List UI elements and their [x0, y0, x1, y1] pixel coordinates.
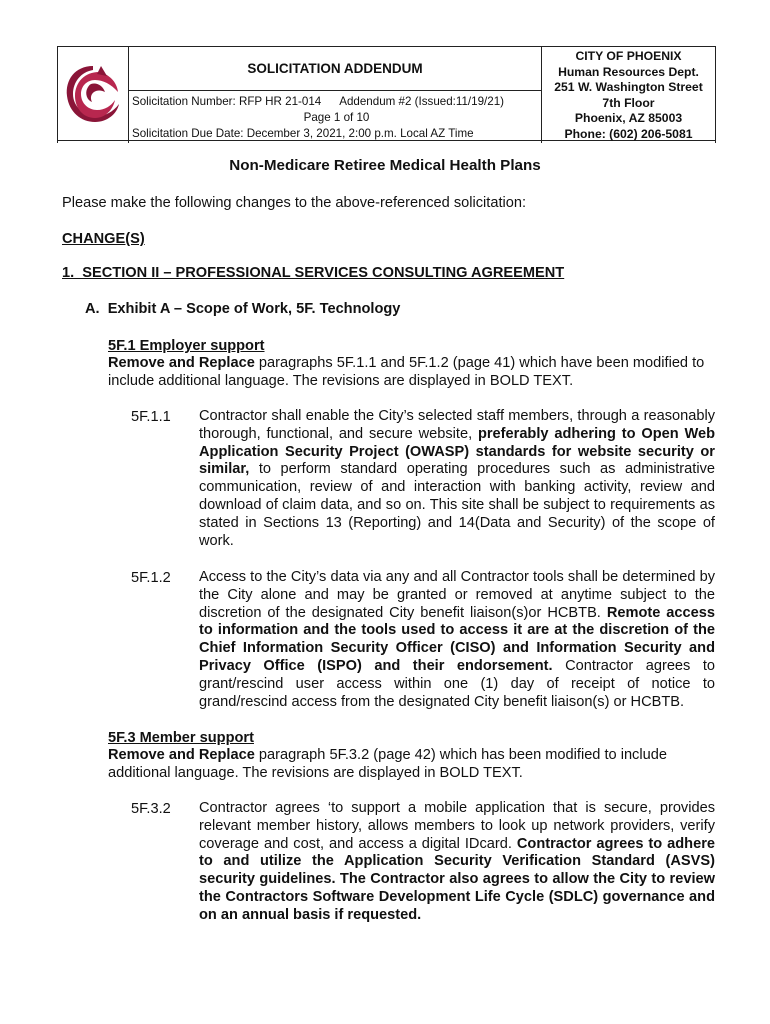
changes-heading: CHANGE(S) [62, 231, 145, 247]
5f32-text-a: Contractor agrees ‘to support a mobile application that is secure, provides relevant member history, allows members to look up network providers, verify coverage and cost, and access a digital IDcard. [199, 800, 715, 852]
section-1-heading [62, 265, 564, 283]
5f1-lead [108, 355, 715, 391]
5f11-number: 5F.1.1 [131, 409, 171, 425]
5f12-number: 5F.1.2 [131, 570, 171, 586]
floor: 7th Floor [602, 95, 655, 110]
header-table [57, 46, 716, 141]
section-a-heading: A. Exhibit A – Scope of Work, 5F. Technology [85, 301, 401, 317]
5f12-text-bold: Remote access to information and the tools used to access it are at the discretion of the Chief Information Security Officer (CISO) and Information Security and Privacy Office (ISPO) and their endorsement. [199, 604, 716, 674]
document-title: Non-Medicare Retiree Medical Health Plans [229, 157, 541, 174]
due-date: Solicitation Due Date: December 3, 2021, 2:00 p.m. Local AZ Time [132, 127, 474, 140]
5f1-heading: 5F.1 Employer support [108, 338, 265, 354]
5f3-heading: 5F.3 Member support [108, 730, 254, 746]
5f32-number: 5F.3.2 [131, 801, 171, 817]
street: 251 W. Washington Street [554, 80, 703, 95]
5f12-paragraph [199, 569, 715, 711]
intro-text: Please make the following changes to the above-referenced solicitation: [62, 195, 527, 211]
5f32-paragraph [199, 800, 715, 925]
addendum-issued: Addendum #2 (Issued:11/19/21) [339, 95, 505, 108]
5f1-lead-text: paragraphs 5F.1.1 and 5F.1.2 (page 41) which have been modified to include additional language. The revisions are displayed in BOLD TEXT. [108, 355, 705, 389]
phone: Phone: (602) 206-5081 [564, 126, 693, 141]
5f3-lead [108, 747, 715, 783]
page-number: Page 1 of 10 [303, 111, 370, 124]
header-middle [129, 47, 541, 143]
5f11-text-c: to perform standard operating procedures such as administrative communication, review of and interaction with banking activity, review and download of claim data, and so on. This site shall be subject to requirements as stated in Sections 13 (Reporting) and 14(Data and Security) of the scope of work. [199, 461, 715, 549]
section-1-text: 1. SECTION II – PROFESSIONAL SERVICES CONSULTING AGREEMENT [62, 265, 565, 281]
5f3-lead-text: paragraph 5F.3.2 (page 42) which has been modified to include additional language. The revisions are displayed in BOLD TEXT. [108, 747, 667, 781]
contact-block [541, 47, 716, 143]
logo-cell [57, 47, 129, 143]
solicitation-number: Solicitation Number: RFP HR 21-014 [132, 95, 322, 108]
department: Human Resources Dept. [558, 64, 699, 79]
5f1-lead-bold: Remove and Replace [108, 355, 255, 371]
addendum-title: SOLICITATION ADDENDUM [129, 47, 541, 91]
5f12-text-a: Access to the City’s data via any and all Contractor tools shall be determined by the City alone and may be granted or removed at anytime subject to the discretion of the designated City benefit liaison(s)or HCBTB. [199, 569, 715, 621]
city-state: Phoenix, AZ 85003 [574, 111, 683, 126]
5f12-text-c: Contractor agrees to grant/rescind user access within one (1) day of receipt of notice to grand/rescind access from the designated City benefit liaison(s) or HCBTB. [199, 657, 716, 710]
solicitation-info [129, 91, 541, 143]
5f11-text-bold: preferably adhering to Open Web Application Security Project (OWASP) standards for website security or similar, [199, 425, 716, 478]
5f3-lead-bold: Remove and Replace [108, 747, 255, 763]
5f11-paragraph [199, 408, 715, 550]
city-name: CITY OF PHOENIX [575, 49, 682, 63]
city-of-phoenix-logo-icon [61, 62, 125, 128]
5f11-text-a: Contractor shall enable the City’s selected staff members, through a reasonably thorough, functional, and secure website, [199, 408, 715, 442]
5f32-text-bold: Contractor agrees to adhere to and utilize the Application Security Verification Standard (ASVS) security guidelines. The Contractor also agrees to allow the City to review the Contractors Software Development Life Cycle (SDLC) governance and on an annual basis if requested. [199, 835, 715, 923]
